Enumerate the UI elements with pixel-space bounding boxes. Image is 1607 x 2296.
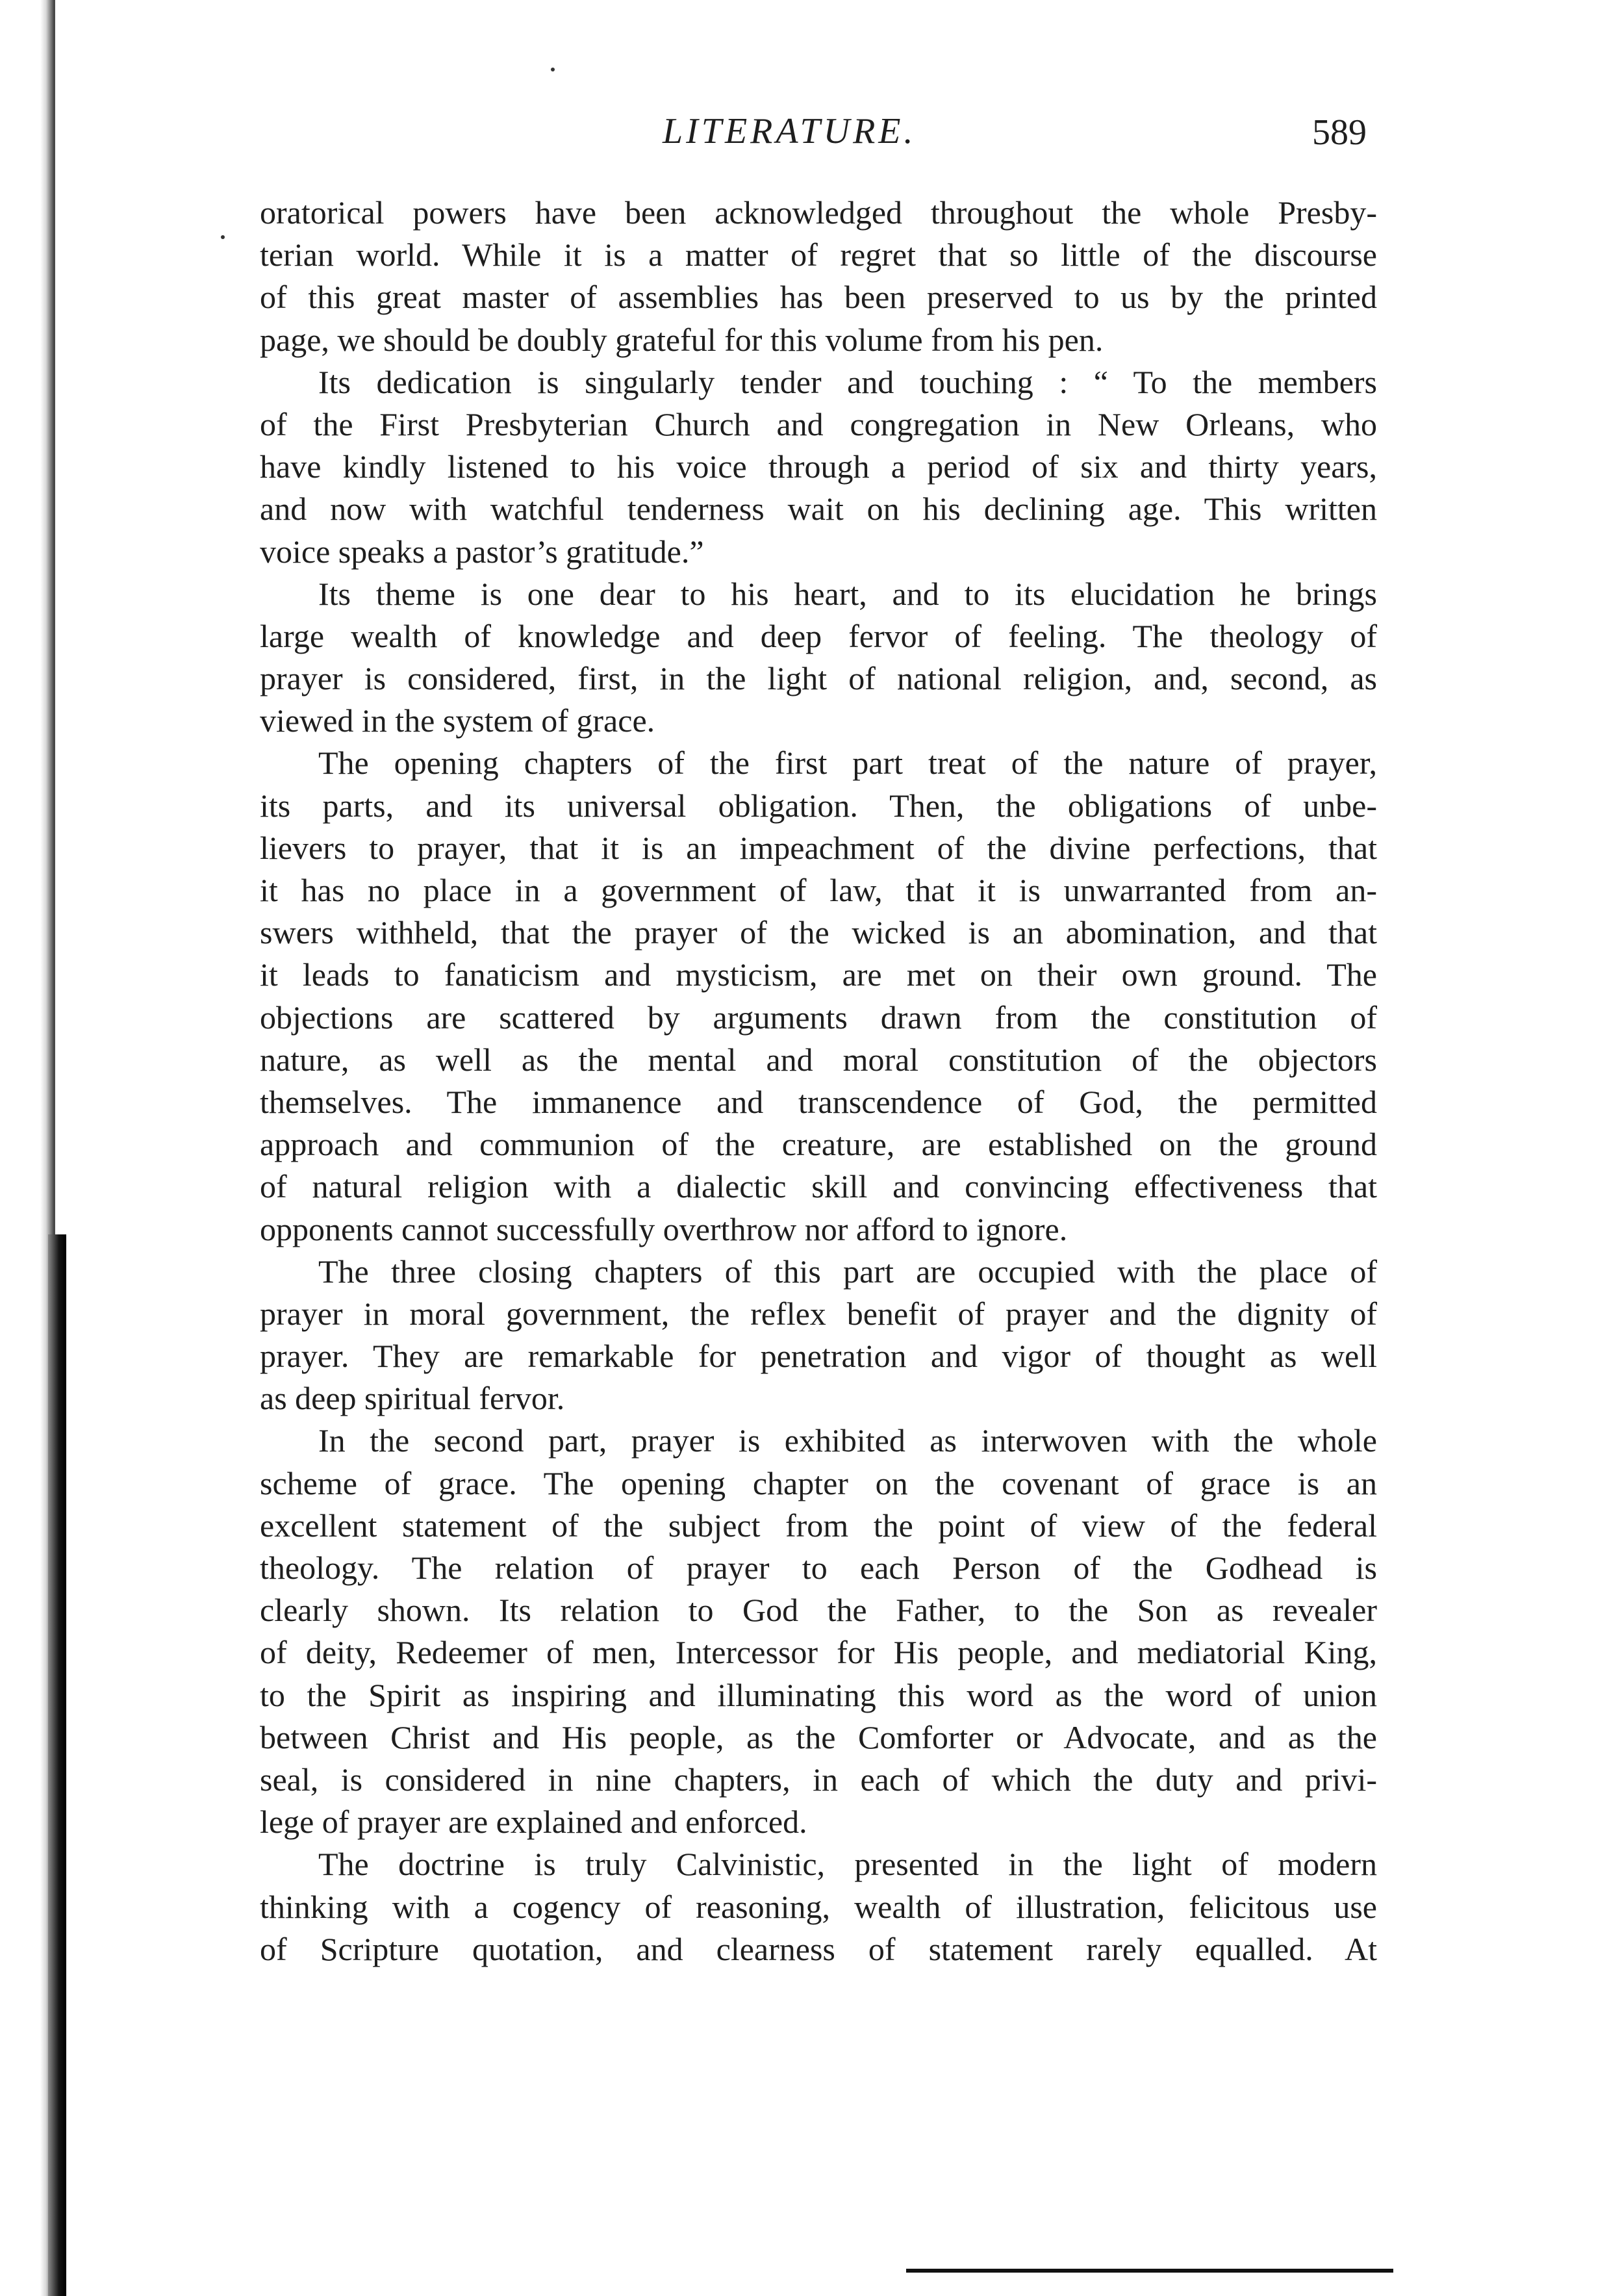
text-line: opponents cannot successfully overthrow nor afford to ignore. (260, 1210, 1068, 1247)
text-line: voice speaks a pastor’s gratitude.” (260, 533, 704, 570)
text-line: as deep spiritual fervor. (260, 1380, 565, 1417)
text-line: clearly shown. Its relation to God the Father, to the Son as revealer (260, 1592, 1377, 1629)
text-line: to the Spirit as inspiring and illuminating this word as the word of union (260, 1676, 1377, 1713)
text-line: of natural religion with a dialectic skill and convincing effectiveness that (260, 1168, 1377, 1205)
text-line: The three closing chapters of this part are occupied with the place of (318, 1253, 1377, 1290)
ink-speck (551, 68, 555, 71)
running-title: LITERATURE. (663, 111, 917, 151)
text-line: have kindly listened to his voice through a period of six and thirty years, (260, 448, 1377, 485)
text-line: of deity, Redeemer of men, Intercessor for His people, and mediatorial King, (260, 1634, 1377, 1671)
bottom-rule (906, 2269, 1393, 2273)
text-line: of Scripture quotation, and clearness of statement rarely equalled. At (260, 1930, 1377, 1967)
text-line: swers withheld, that the prayer of the wicked is an abomination, and that (260, 914, 1377, 951)
text-line: prayer is considered, first, in the light of national religion, and, second, as (260, 660, 1377, 697)
text-line: prayer in moral government, the reflex benefit of prayer and the dignity of (260, 1295, 1377, 1332)
text-line: scheme of grace. The opening chapter on the covenant of grace is an (260, 1464, 1377, 1501)
text-line: large wealth of knowledge and deep fervor of feeling. The theology of (260, 617, 1377, 654)
text-line: terian world. While it is a matter of regret that so little of the discourse (260, 236, 1377, 274)
text-line: of this great master of assemblies has been preserved to us by the printed (260, 279, 1377, 316)
binding-edge-dark-strip (48, 1234, 66, 2296)
text-line: seal, is considered in nine chapters, in each of which the duty and privi- (260, 1761, 1377, 1798)
text-line: Its dedication is singularly tender and touching : “ To the members (318, 363, 1377, 400)
text-line: prayer. They are remarkable for penetration and vigor of thought as well (260, 1338, 1377, 1375)
text-line: Its theme is one dear to his heart, and to its elucidation he brings (318, 575, 1377, 612)
text-line: lievers to prayer, that it is an impeachment of the divine perfections, that (260, 829, 1377, 866)
text-line: theology. The relation of prayer to each Person of the Godhead is (260, 1550, 1377, 1586)
text-line: objections are scattered by arguments drawn from the constitution of (260, 999, 1377, 1036)
text-line: between Christ and His people, as the Comforter or Advocate, and as the (260, 1718, 1377, 1755)
text-line: of the First Presbyterian Church and congregation in New Orleans, who (260, 405, 1377, 442)
text-line: page, we should be doubly grateful for this volume from his pen. (260, 321, 1104, 358)
text-line: viewed in the system of grace. (260, 702, 655, 739)
body-text (260, 192, 1377, 2030)
text-line: it leads to fanaticism and mysticism, are met on their own ground. The (260, 956, 1377, 993)
text-line: lege of prayer are explained and enforced. (260, 1804, 807, 1841)
text-line: In the second part, prayer is exhibited as interwoven with the whole (318, 1422, 1377, 1459)
text-line: The opening chapters of the first part treat of the nature of prayer, (318, 745, 1377, 782)
text-line: themselves. The immanence and transcendence of God, the permitted (260, 1083, 1377, 1120)
text-line: oratorical powers have been acknowledged throughout the whole Presby- (260, 194, 1377, 231)
ink-speck (221, 235, 225, 239)
page-number: 589 (1312, 112, 1367, 153)
running-head (0, 110, 1607, 162)
text-line: it has no place in a government of law, that it is unwarranted from an- (260, 872, 1377, 908)
text-line: approach and communion of the creature, are established on the ground (260, 1126, 1377, 1163)
text-line: thinking with a cogency of reasoning, wealth of illustration, felicitous use (260, 1888, 1377, 1925)
text-line: The doctrine is truly Calvinistic, presented in the light of modern (318, 1846, 1377, 1883)
text-line: its parts, and its universal obligation. Then, the obligations of unbe- (260, 787, 1377, 824)
text-line: and now with watchful tenderness wait on his declining age. This written (260, 491, 1377, 528)
text-line: nature, as well as the mental and moral constitution of the objectors (260, 1041, 1377, 1078)
text-line: excellent statement of the subject from the point of view of the federal (260, 1507, 1377, 1544)
